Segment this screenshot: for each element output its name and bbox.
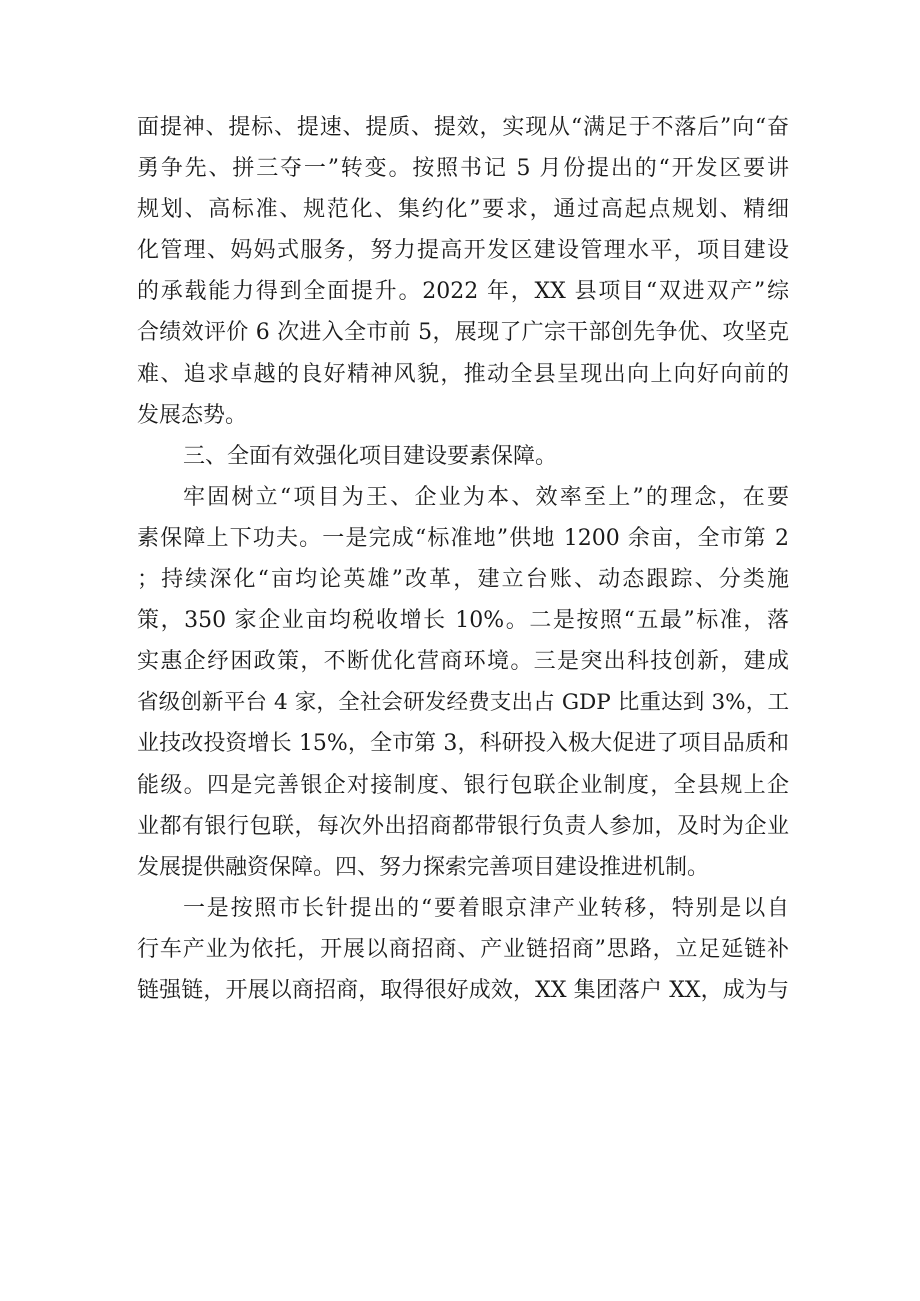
text-line: 链强链，开展以商招商，取得很好成效，XX 集团落户 XX，成为与 bbox=[137, 977, 789, 1003]
paragraph bbox=[137, 107, 789, 436]
text-line: 牢固树立“项目为王、企业为本、效率至上”的理念，在要 bbox=[183, 484, 789, 510]
text-line: 发展提供融资保障。四、努力探索完善项目建设推进机制。 bbox=[137, 854, 710, 880]
text-line: 难、追求卓越的良好精神风貌，推动全县呈现出向上向好向前的 bbox=[137, 361, 789, 387]
text-line: ；持续深化“亩均论英雄”改革，建立台账、动态跟踪、分类施 bbox=[137, 567, 789, 593]
heading-text: 三、全面有效强化项目建设要素保障。 bbox=[183, 443, 558, 469]
text-line: 一是按照市长针提出的“要着眼京津产业转移，特别是以自 bbox=[183, 895, 789, 921]
text-line: 素保障上下功夫。一是完成“标准地”供地 1200 余亩，全市第 2 bbox=[137, 525, 789, 551]
text-line: 的承载能力得到全面提升。2022 年，XX 县项目“双进双产”综 bbox=[137, 279, 789, 305]
text-line: 业技改投资增长 15%，全市第 3，科研投入极大促进了项目品质和 bbox=[137, 731, 789, 757]
text-line: 勇争先、拼三夺一”转变。按照书记 5 月份提出的“开发区要讲 bbox=[137, 156, 789, 182]
text-line: 实惠企纾困政策，不断优化营商环境。三是突出科技创新，建成 bbox=[137, 649, 789, 675]
text-line: 规划、高标准、规范化、集约化”要求，通过高起点规划、精细 bbox=[137, 197, 789, 223]
text-line: 行车产业为依托，开展以商招商、产业链招商”思路，立足延链补 bbox=[137, 936, 789, 962]
text-line: 策，350 家企业亩均税收增长 10%。二是按照“五最”标准，落 bbox=[137, 608, 789, 634]
document-body bbox=[137, 107, 789, 1011]
text-line: 合绩效评价 6 次进入全市前 5，展现了广宗干部创先争优、攻坚克 bbox=[137, 320, 789, 346]
paragraph bbox=[137, 477, 789, 888]
text-line: 面提神、提标、提速、提质、提效，实现从“满足于不落后”向“奋 bbox=[137, 115, 789, 140]
text-line: 业都有银行包联，每次外出招商都带银行负责人参加，及时为企业 bbox=[137, 813, 789, 839]
paragraph bbox=[137, 888, 789, 1011]
text-line: 能级。四是完善银企对接制度、银行包联企业制度，全县规上企 bbox=[137, 772, 789, 798]
text-line: 省级创新平台 4 家，全社会研发经费支出占 GDP 比重达到 3%，工 bbox=[137, 690, 789, 716]
text-line: 化管理、妈妈式服务，努力提高开发区建设管理水平，项目建设 bbox=[137, 238, 789, 264]
text-line: 发展态势。 bbox=[137, 402, 248, 428]
section-heading bbox=[137, 436, 789, 477]
